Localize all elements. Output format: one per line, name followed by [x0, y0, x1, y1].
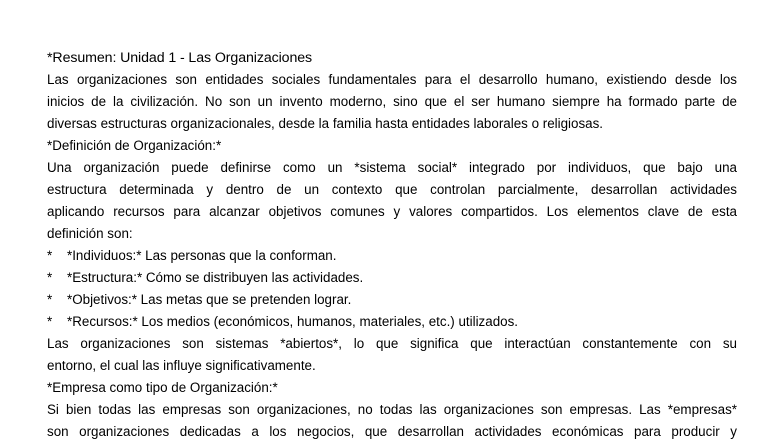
document-page — [47, 47, 737, 443]
intro-line-1: Las organizaciones son entidades sociales fundamentales para el desarrollo humano, existiendo desde los — [47, 72, 737, 87]
bullet-text: *Objetivos:* Las metas que se pretenden lograr. — [67, 292, 352, 307]
list-item — [47, 267, 737, 289]
definition-line-2: estructura determinada y dentro de un contexto que controlan parcialmente, desarrollan actividades — [47, 182, 737, 197]
bullet-mark: * — [47, 292, 53, 307]
definition-line-3: aplicando recursos para alcanzar objetivos comunes y valores compartidos. Los elementos clave de esta — [47, 204, 737, 219]
company-heading: *Empresa como tipo de Organización:* — [47, 380, 278, 395]
bullet-text: *Estructura:* Cómo se distribuyen las actividades. — [67, 270, 364, 285]
list-item — [47, 311, 737, 333]
definition-line-1: Una organización puede definirse como un *sistema social* integrado por individuos, que bajo una — [47, 160, 737, 175]
intro-line-2: inicios de la civilización. No son un invento moderno, sino que el ser humano siempre ha formado parte de — [47, 94, 737, 109]
bullet-mark: * — [47, 270, 53, 285]
bullet-text: *Recursos:* Los medios (económicos, humanos, materiales, etc.) utilizados. — [67, 314, 519, 329]
open-system-line-1: Las organizaciones son sistemas *abiertos*, lo que significa que interactúan constantemente con su — [47, 336, 737, 351]
bullet-mark: * — [47, 248, 53, 263]
list-item — [47, 245, 737, 267]
list-item — [47, 289, 737, 311]
definition-heading: *Definición de Organización:* — [47, 138, 222, 153]
bullet-text: *Individuos:* Las personas que la conforman. — [67, 248, 337, 263]
document-title: *Resumen: Unidad 1 - Las Organizaciones — [47, 50, 313, 66]
bullet-mark: * — [47, 314, 53, 329]
definition-line-4: definición son: — [47, 226, 133, 241]
company-line-1: Si bien todas las empresas son organizaciones, no todas las organizaciones son empresas. Las *empresas* — [47, 402, 737, 417]
open-system-line-2: entorno, el cual las influye significativamente. — [47, 358, 316, 373]
company-line-2: son organizaciones dedicadas a los negocios, que desarrollan actividades económicas para producir y — [47, 424, 737, 439]
intro-line-3: diversas estructuras organizacionales, desde la familia hasta entidades laborales o religiosas. — [47, 116, 604, 131]
